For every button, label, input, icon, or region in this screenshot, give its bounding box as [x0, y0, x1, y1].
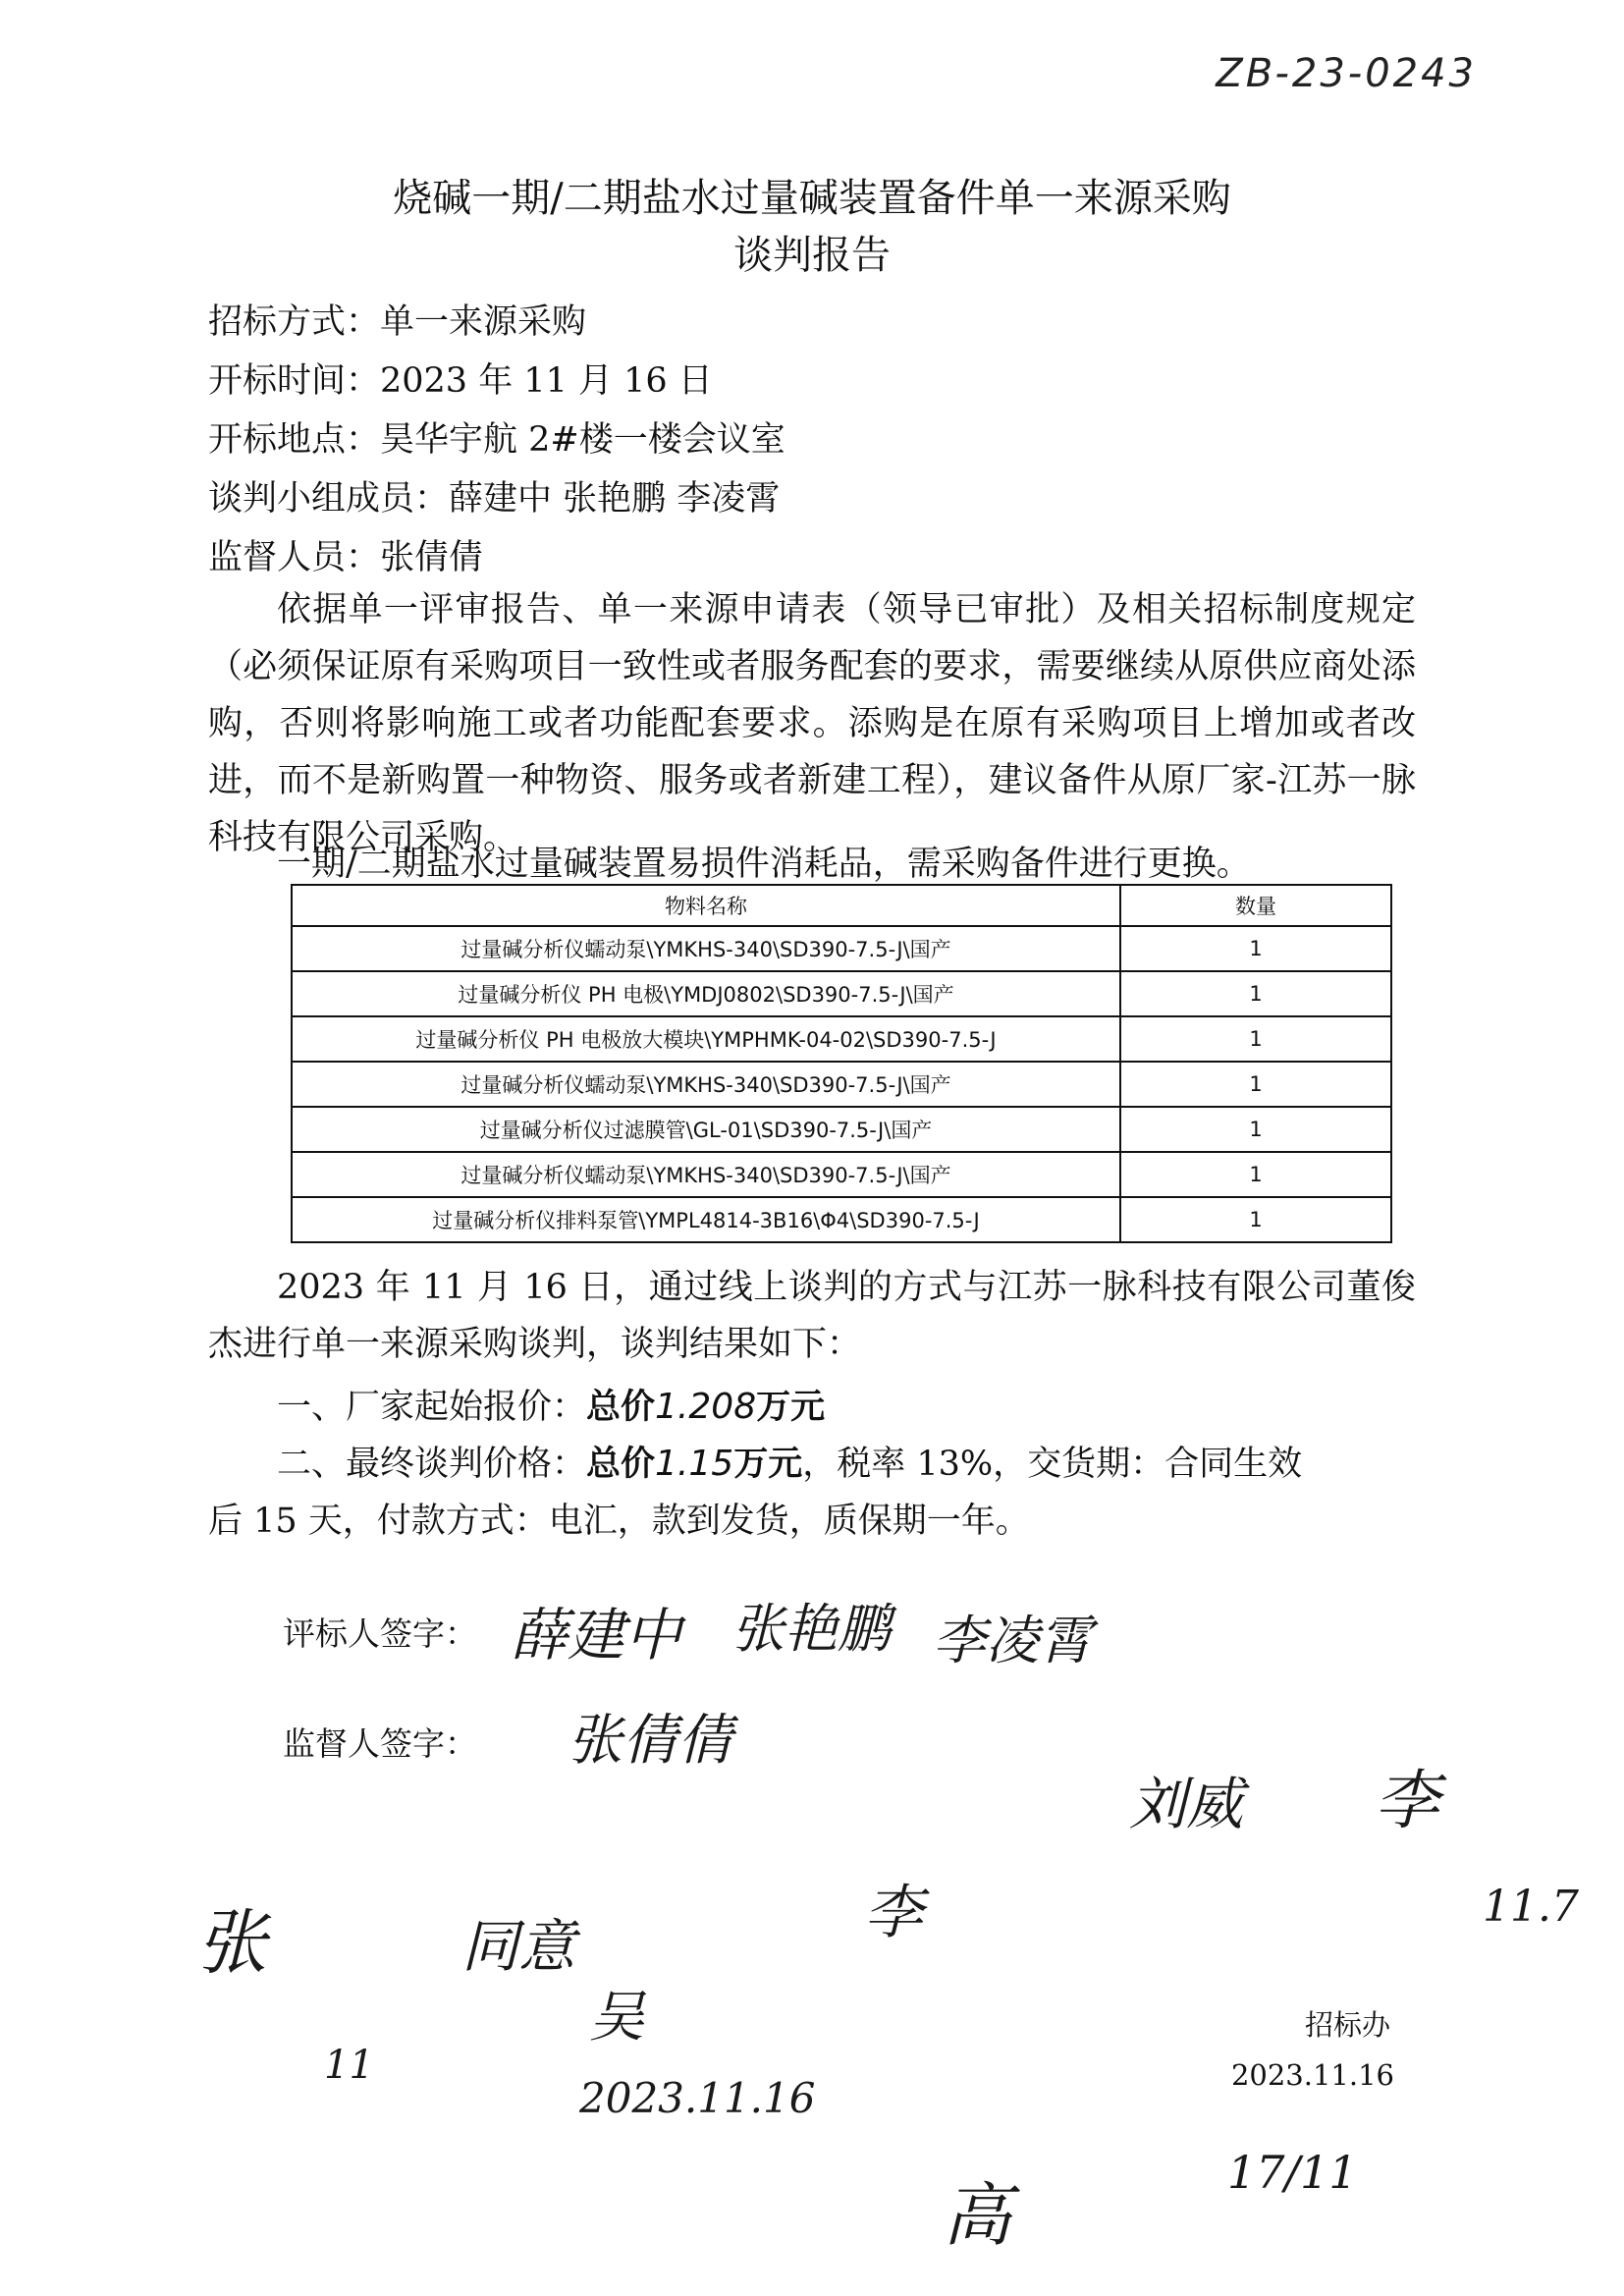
table-row — [292, 971, 1391, 1016]
negotiation-team: 谈判小组成员：薛建中 张艳鹏 李凌霄 — [208, 479, 781, 519]
supervisor-signature-label: 监督人签字： — [283, 1724, 477, 1763]
material-name: 过量碱分析仪 PH 电极\YMDJ0802\SD390-7.5-J\国产 — [292, 971, 1120, 1016]
table-row — [292, 1016, 1391, 1062]
initial-quote-unit: 万元 — [756, 1387, 826, 1427]
material-name: 过量碱分析仪排料泵管\YMPL4814-3B16\Φ4\SD390-7.5-J — [292, 1197, 1120, 1242]
replacement-paragraph: 一期/二期盐水过量碱装置易损件消耗品，需采购备件进行更换。 — [277, 845, 1251, 884]
materials-table — [291, 884, 1392, 1243]
final-price-line — [277, 1437, 1302, 1486]
evaluator-signature-3: 李凌霄 — [933, 1610, 1092, 1671]
approver-date-1: 11.7 — [1483, 1882, 1579, 1932]
issuing-date: 2023.11.16 — [1230, 2058, 1394, 2092]
approver-date-3: 2023.11.16 — [579, 2074, 816, 2122]
table-row — [292, 1152, 1391, 1197]
approver-signature-6: 高 — [943, 2175, 1011, 2256]
supervisor-signature: 张倩倩 — [568, 1709, 732, 1773]
material-name: 过量碱分析仪过滤膜管\GL-01\SD390-7.5-J\国产 — [292, 1107, 1120, 1152]
table-row — [292, 1107, 1391, 1152]
final-price-prefix: 二、最终谈判价格： — [277, 1445, 587, 1484]
table-row — [292, 1062, 1391, 1107]
document-title-line-1: 烧碱一期/二期盐水过量碱装置备件单一来源采购 — [393, 176, 1231, 221]
tender-location: 开标地点：昊华宇航 2#楼一楼会议室 — [208, 420, 785, 460]
material-qty: 1 — [1120, 1107, 1391, 1152]
initial-quote-total-label: 总价 — [586, 1387, 656, 1427]
approval-note: 同意 — [461, 1913, 576, 1980]
header-material-name: 物料名称 — [292, 885, 1120, 926]
material-name: 过量碱分析仪蠕动泵\YMKHS-340\SD390-7.5-J\国产 — [292, 1062, 1120, 1107]
material-qty: 1 — [1120, 971, 1391, 1016]
table-row — [292, 1197, 1391, 1242]
initial-quote-value: 1.208 — [655, 1387, 757, 1427]
tender-time: 开标时间：2023 年 11 月 16 日 — [208, 361, 713, 401]
approver-date-4: 17/11 — [1227, 2146, 1358, 2199]
material-qty: 1 — [1120, 1016, 1391, 1062]
approver-date-2: 11 — [324, 2043, 374, 2088]
approver-signature-1: 刘威 — [1129, 1771, 1244, 1837]
evaluator-signature-1: 薛建中 — [511, 1602, 682, 1668]
approver-signature-3: 张 — [196, 1901, 268, 1984]
document-title-line-2: 谈判报告 — [733, 233, 891, 278]
evaluator-signature-label: 评标人签字： — [283, 1614, 477, 1653]
basis-paragraph: 依据单一评审报告、单一来源申请表（领导已审批）及相关招标制度规定（必须保证原有采购项目一致性或者服务配套的要求，需要继续从原供应商处添购，否则将影响施工或者功能配套要求。添购是在原有采购项目上增加或者改进，而不是新购置一种物资、服务或者新建工程），建议备件从原厂家-江苏一脉科技有限公司采购。 — [208, 590, 1416, 857]
table-row — [292, 926, 1391, 971]
material-qty: 1 — [1120, 1197, 1391, 1242]
final-price-unit: 万元 — [733, 1444, 803, 1484]
approver-signature-5: 吴 — [589, 1986, 644, 2050]
table-header-row — [292, 885, 1391, 926]
initial-quote-line — [277, 1380, 825, 1429]
material-name: 过量碱分析仪 PH 电极放大模块\YMPHMK-04-02\SD390-7.5-J — [292, 1016, 1120, 1062]
supervisor-field: 监督人员：张倩倩 — [208, 538, 484, 577]
final-price-value: 1.15 — [655, 1444, 734, 1484]
payment-terms-line: 后 15 天，付款方式：电汇，款到发货，质保期一年。 — [208, 1502, 1030, 1541]
evaluator-signature-2: 张艳鹏 — [731, 1598, 891, 1660]
material-name: 过量碱分析仪蠕动泵\YMKHS-340\SD390-7.5-J\国产 — [292, 1152, 1120, 1197]
tender-method: 招标方式：单一来源采购 — [208, 302, 587, 342]
final-price-terms: ，税率 13%，交货期：合同生效 — [802, 1445, 1303, 1484]
initial-quote-prefix: 一、厂家起始报价： — [277, 1388, 587, 1427]
material-name: 过量碱分析仪蠕动泵\YMKHS-340\SD390-7.5-J\国产 — [292, 926, 1120, 971]
approver-signature-2: 李 — [1375, 1763, 1439, 1838]
header-quantity: 数量 — [1120, 885, 1391, 926]
document-number: ZB-23-0243 — [1216, 51, 1477, 96]
material-qty: 1 — [1120, 1152, 1391, 1197]
negotiation-paragraph: 2023 年 11 月 16 日，通过线上谈判的方式与江苏一脉科技有限公司董俊杰进行单一来源采购谈判，谈判结果如下： — [208, 1268, 1416, 1364]
final-price-total-label: 总价 — [586, 1444, 656, 1484]
approver-signature-4: 李 — [864, 1879, 923, 1947]
issuing-office: 招标办 — [1304, 2008, 1390, 2042]
material-qty: 1 — [1120, 1062, 1391, 1107]
material-qty: 1 — [1120, 926, 1391, 971]
